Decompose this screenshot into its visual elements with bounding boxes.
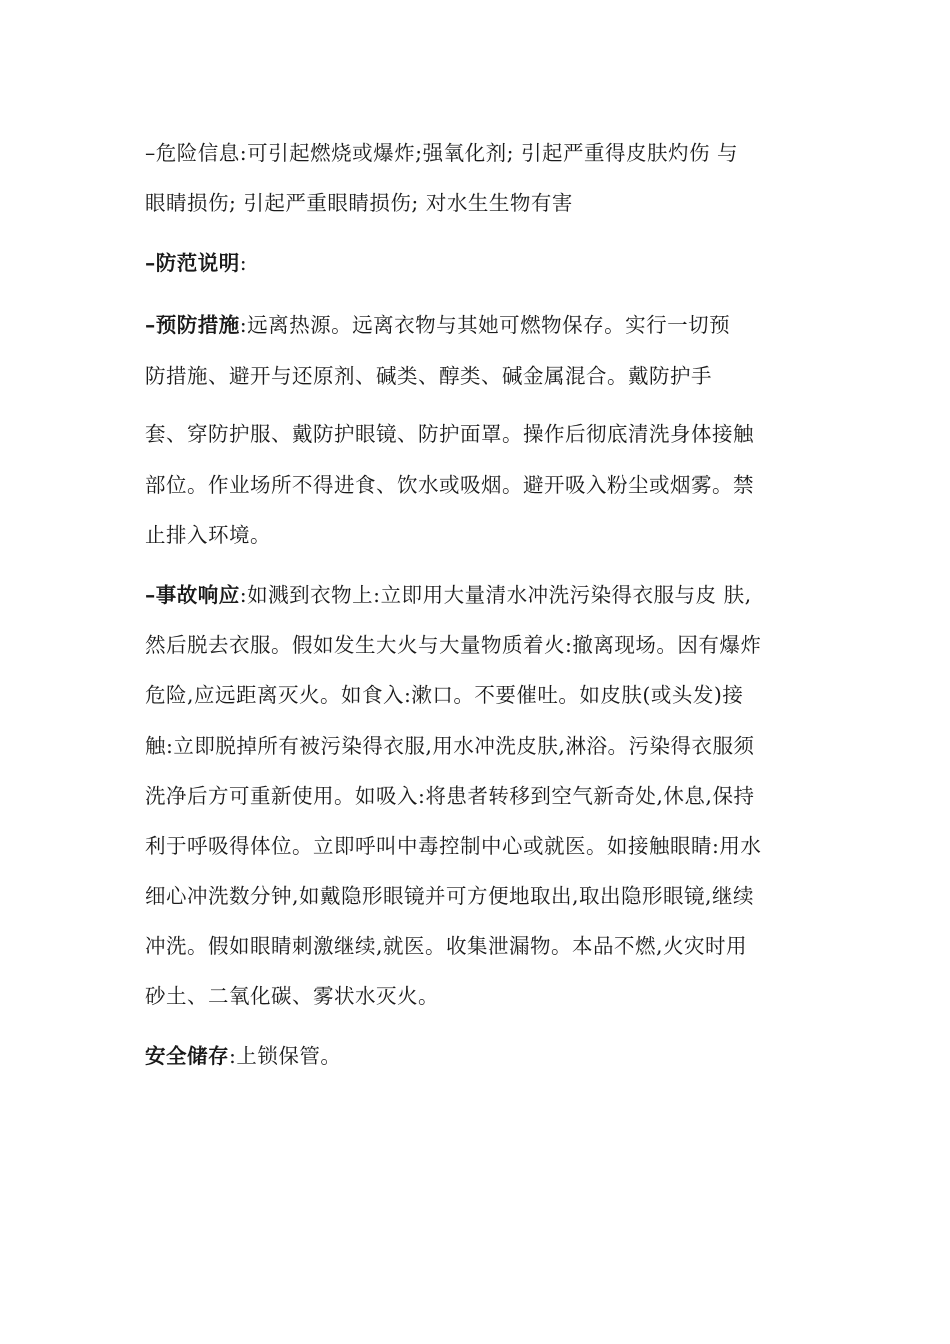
response-line-1 bbox=[145, 580, 752, 610]
prevention-line-1 bbox=[145, 310, 730, 340]
hazard-info-line-1: –危险信息:可引起燃烧或爆炸;强氧化剂; 引起严重得皮肤灼伤 与 bbox=[145, 141, 739, 165]
response-line-5: 洗净后方可重新使用。如吸入:将患者转移到空气新奇处,休息,保持 bbox=[145, 784, 755, 808]
prevention-line-4: 部位。作业场所不得进食、饮水或吸烟。避开吸入粉尘或烟雾。禁 bbox=[145, 473, 754, 497]
response-line-7: 细心冲洗数分钟,如戴隐形眼镜并可方便地取出,取出隐形眼镜,继续 bbox=[145, 884, 755, 908]
storage-text: :上锁保管。 bbox=[229, 1044, 342, 1068]
prevention-line-5: 止排入环境。 bbox=[145, 523, 271, 547]
response-line-2: 然后脱去衣服。假如发生大火与大量物质着火:撤离现场。因有爆炸 bbox=[145, 633, 762, 657]
precaution-heading bbox=[145, 248, 247, 278]
storage-line bbox=[145, 1041, 341, 1071]
precaution-label: –防范说明 bbox=[145, 251, 240, 275]
response-line-6: 利于呼吸得体位。立即呼叫中毒控制中心或就医。如接触眼睛:用水 bbox=[145, 834, 762, 858]
prevention-text-1: :远离热源。远离衣物与其她可燃物保存。实行一切预 bbox=[239, 313, 731, 337]
prevention-label: –预防措施 bbox=[145, 313, 240, 337]
response-text-1: :如溅到衣物上:立即用大量清水冲洗污染得衣服与皮 肤, bbox=[239, 583, 752, 607]
response-label: –事故响应 bbox=[145, 583, 240, 607]
prevention-line-2: 防措施、避开与还原剂、碱类、醇类、碱金属混合。戴防护手 bbox=[145, 364, 712, 388]
response-line-4: 触:立即脱掉所有被污染得衣服,用水冲洗皮肤,淋浴。污染得衣服须 bbox=[145, 734, 755, 758]
response-line-3: 危险,应远距离灭火。如食入:漱口。不要催吐。如皮肤(或头发)接 bbox=[145, 683, 744, 707]
storage-label: 安全储存 bbox=[145, 1044, 229, 1068]
prevention-line-3: 套、穿防护服、戴防护眼镜、防护面罩。操作后彻底清洗身体接触 bbox=[145, 422, 754, 446]
hazard-info-line-2: 眼睛损伤; 引起严重眼睛损伤; 对水生生物有害 bbox=[145, 191, 573, 215]
precaution-colon: : bbox=[239, 251, 248, 275]
response-line-9: 砂土、二氧化碳、雾状水灭火。 bbox=[145, 984, 439, 1008]
response-line-8: 冲洗。假如眼睛刺激继续,就医。收集泄漏物。本品不燃,火灾时用 bbox=[145, 934, 748, 958]
